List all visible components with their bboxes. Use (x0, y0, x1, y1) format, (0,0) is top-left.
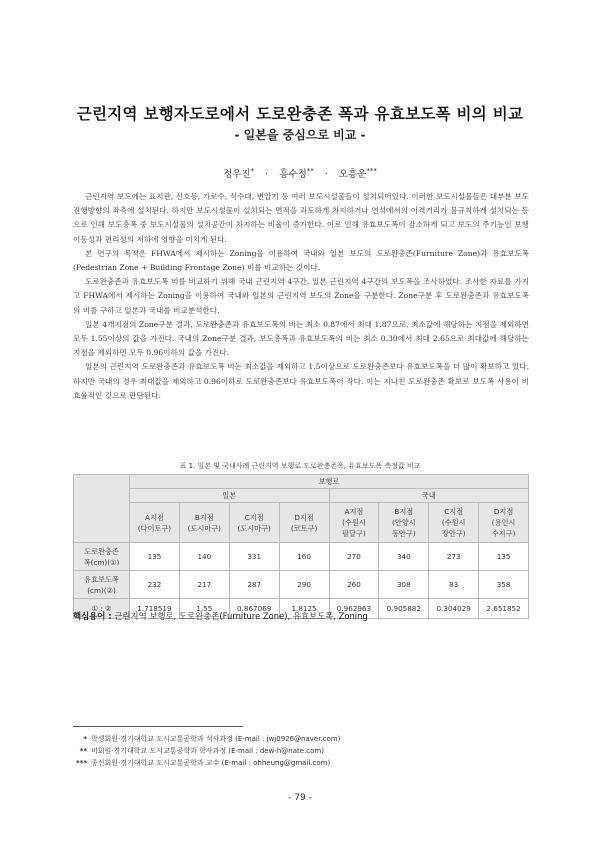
column-point: A지점 (145, 512, 164, 522)
table-caption: 표 1. 일본 및 국내사례 근린지역 보행로 도로완충존폭, 유효보도폭 측정값 비교 (179, 462, 421, 470)
row-label: (cm)(②) (87, 585, 116, 595)
table-cell: 232 (130, 571, 180, 599)
footnote-divider (73, 726, 243, 727)
paper-subtitle: - 일본을 중심으로 비교 - (234, 128, 366, 142)
keywords-text: 근린지역 보행로, 도로완충존(Furniture Zone), 유효보도폭, Zoning (114, 611, 368, 621)
table-column-header (379, 503, 429, 543)
footnote-text: 학생회원·경기대학교 도시교통공학과 석사과정 (E-mail : jwj0926@naver.com) (91, 735, 341, 743)
column-point: A지점 (344, 507, 364, 516)
author-name: 오흥운 (338, 169, 367, 180)
column-district: (다이토구) (137, 523, 172, 533)
table-cell: 308 (379, 571, 429, 599)
table-cell: 1.718519 (130, 599, 180, 619)
table-cell: 135 (130, 543, 180, 571)
table-corner-cell (74, 475, 130, 543)
abstract-paragraph: 일본 4개지점의 Zone구분 결과, 도로완충존과 유효보도폭의 비는 최소 0.87에서 최대 1.87으로, 최소값에 해당하는 지점을 제외하면 모두 1.55이상의 값을 가진다. 국내의 Zone구분 결과, 보도총폭과 유효보도폭의 비는 최소 0.30에서 최대 2.65으로 최대값에 해당하는 지점을 제외하면 모두 0.96이하의 값을 가진다. (73, 319, 529, 358)
table-cell: 260 (329, 571, 379, 599)
keywords (73, 610, 533, 622)
table-cell: 140 (179, 543, 229, 571)
table-country-header: 일본 (130, 489, 330, 503)
table-cell: 0.905882 (379, 599, 429, 619)
footnote-text: 비회원·경기대학교 도시교통공학과 학사과정 (E-mail : dew-h@nate.com) (91, 747, 324, 755)
table-cell: 2.651852 (479, 599, 529, 619)
row-header (74, 543, 130, 571)
table-group-header: 보행로 (130, 475, 529, 489)
footnote-mark: * (83, 735, 87, 743)
author-separator: · (324, 169, 328, 180)
table-column-header (279, 503, 329, 543)
table-cell: 0.304029 (429, 599, 479, 619)
footnote-text: 종신회원·경기대학교 도시교통공학과 교수 (E-mail : ohheung@gmail.com) (91, 759, 331, 767)
table-cell: 135 (479, 543, 529, 571)
comparison-table (73, 474, 529, 619)
column-district: 수지구) (491, 529, 516, 538)
column-district: 동안구) (391, 529, 416, 538)
keywords-label: 핵심용어 : (73, 611, 112, 621)
footnote-mark: *** (76, 759, 87, 767)
table-country-header: 국내 (329, 489, 529, 503)
column-point: C지점 (244, 512, 264, 522)
column-district: (용인시 (491, 518, 516, 527)
column-district: 장안구) (441, 529, 466, 538)
column-district: (도시마구) (237, 523, 271, 533)
column-point: B지점 (194, 512, 214, 522)
column-district: (수원시 (441, 518, 466, 527)
author-mark: ** (306, 166, 314, 175)
table-cell: 358 (479, 571, 529, 599)
table-cell: 290 (279, 571, 329, 599)
footnote (73, 745, 533, 757)
table-cell: 270 (329, 543, 379, 571)
table-cell: 340 (379, 543, 429, 571)
row-header (74, 571, 130, 599)
table-cell: 0.962963 (329, 599, 379, 619)
author-mark: *** (366, 166, 377, 175)
column-district: (안양시 (391, 518, 416, 527)
table-cell: 273 (429, 543, 479, 571)
footnote-mark: ** (79, 747, 87, 755)
author-name: 홍수정 (279, 169, 307, 180)
column-point: D지점 (493, 507, 514, 516)
column-district: 팔달구) (342, 529, 366, 538)
table-cell: 1.8125 (279, 599, 329, 619)
column-point: B지점 (394, 507, 414, 516)
table-column-header (229, 503, 279, 543)
row-label: ① : ② (91, 604, 112, 613)
table-column-header (179, 503, 229, 543)
table-column-header (429, 503, 479, 543)
abstract-paragraph: 근린지역 보도에는 표지판, 신호등, 가로수, 식수대, 변압기 등 여러 보도시설물들이 설치되어있다. 이러한 보도시설물들은 대부분 보도 진행방향의 좌측에 설치된다. 하지만 보도시설물이 설치되는 면적을 과도하게 차지하거나 연석에서의 이격거리가 불규칙하게 설치되는 등으로 인해 보도총폭 중 보도시설물의 설치공간이 차지하는 비율이 증가한다. 이로 인해 유효보도폭이 감소하게 되고 보도의 주기능인 보행이동성과 편리성의 저하에 영향을 미치게 된다. (73, 192, 529, 244)
table-column-header (130, 503, 180, 543)
row-label: 유효보도폭 (84, 574, 119, 584)
author-separator: · (265, 169, 269, 180)
table-column-header (329, 503, 379, 543)
author-mark: * (250, 166, 255, 175)
column-district: (코토구) (290, 523, 318, 533)
table-cell: 1.55 (179, 599, 229, 619)
column-point: D지점 (294, 512, 314, 522)
table-cell: 83 (429, 571, 479, 599)
footnote (73, 757, 533, 769)
table-cell: 287 (229, 571, 279, 599)
paper-title: 근린지역 보행자도로에서 도로완충존 폭과 유효보도폭 비의 비교 (76, 105, 524, 123)
abstract-paragraph: 도로완충존과 유효보도폭 비를 비교하기 위해 국내 근린지역 4구간, 일본 근린지역 4구간의 보도폭을 조사하였다. 조사한 자료를 가지고 FHWA에서 제시하는 Zoning을 이용하여 국내와 일본의 근린지역 보도의 Zone을 구분한다. Zone구분 후 도로완충존과 유효보도폭의 비를 구하고 일본과 국내를 비교분석한다. (73, 277, 529, 315)
author-list (0, 166, 600, 180)
abstract-body (73, 190, 529, 403)
author-name: 정우진 (223, 169, 251, 180)
table-row (74, 571, 529, 599)
footnotes (73, 733, 533, 769)
table-cell: 331 (229, 543, 279, 571)
footnote (73, 733, 533, 745)
abstract-paragraph: 일본의 근린지역 도로완충존과 유효보도폭 비는 최소값을 제외하고 1.5이상으로 도로완충존보다 유효보도폭을 더 많이 확보하고 있다. 하지만 국내의 경우 최대값을 제외하고 0.96이하로 도로완충존보다 유효보도폭이 작다. 이는 지나친 도로완충존 확보로 보도폭 사용이 비효율적인 것으로 판단된다. (73, 362, 529, 400)
column-district: (도시마구) (187, 523, 221, 533)
abstract-paragraph: 본 연구의 목적은 FHWA에서 제시하는 Zoning을 이용하여 국내와 일본 보도의 도로완충존(Furniture Zone)과 유효보도폭(Pedestrian Zone + Building Frontage Zone) 비를 비교하는 것이다. (73, 248, 529, 273)
row-label: 폭(cm)(①) (83, 557, 120, 567)
column-point: C지점 (444, 507, 464, 516)
table-column-header (479, 503, 529, 543)
table-row (74, 543, 529, 571)
table-cell: 217 (179, 571, 229, 599)
table-cell: 0.867069 (229, 599, 279, 619)
table-cell: 160 (279, 543, 329, 571)
page-number: - 79 - (288, 793, 312, 803)
row-label: 도로완충존 (84, 546, 119, 556)
column-district: (수원시 (342, 518, 366, 527)
